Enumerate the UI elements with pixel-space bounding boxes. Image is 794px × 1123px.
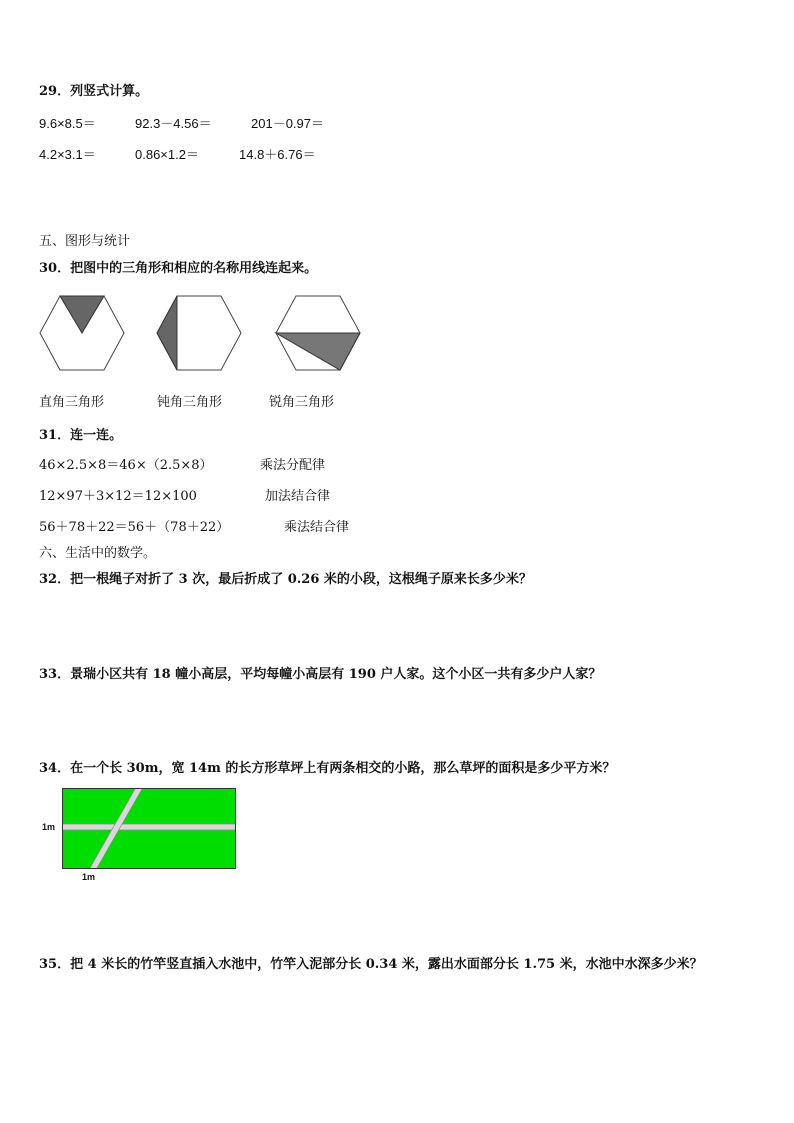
horizontal-path	[63, 824, 235, 830]
q35-text: 35．把 4 米长的竹竿竖直插入水池中，竹竿入泥部分长 0.34 米，露出水面部分长 1.75 米，水池中水深多少米？	[39, 957, 703, 972]
hexagon-figure-3	[275, 295, 361, 371]
lawn-figure	[62, 788, 237, 870]
q34-text: 34．在一个长 30m，宽 14m 的长方形草坪上有两条相交的小路，那么草坪的面积是多少平方米？	[39, 761, 616, 776]
q29-expr-2: 92.3－4.56＝	[135, 116, 212, 131]
q33-text: 33．景瑞小区共有 18 幢小高层，平均每幢小高层有 190 户人家。这个小区一共有多少户人家？	[39, 667, 602, 682]
q29-expr-1: 9.6×8.5＝	[39, 116, 96, 131]
q32-text: 32．把一根绳子对折了 3 次，最后折成了 0.26 米的小段，这根绳子原来长多少米？	[39, 572, 532, 587]
section-6-heading: 六、生活中的数学。	[39, 546, 157, 561]
obtuse-triangle-shaded	[157, 296, 177, 370]
q29-expr-4: 4.2×3.1＝	[39, 147, 96, 162]
q29-title: 29．列竖式计算。	[39, 84, 149, 99]
q29-expr-6: 14.8＋6.76＝	[239, 147, 316, 162]
q31-left-item-3: 56＋78＋22＝56＋（78＋22）	[39, 520, 230, 535]
q31-right-item-1: 乘法分配律	[260, 458, 326, 473]
section-5-heading: 五、图形与统计	[39, 234, 131, 249]
q30-label-right-triangle: 直角三角形	[39, 395, 105, 410]
hexagon-figure-2	[156, 295, 242, 371]
q29-expr-3: 201－0.97＝	[251, 116, 324, 131]
q31-left-item-2: 12×97＋3×12＝12×100	[39, 489, 197, 504]
q31-left-item-1: 46×2.5×8＝46×（2.5×8）	[39, 458, 213, 473]
hexagon-figure-1	[39, 295, 125, 371]
lawn-path-width-label-bottom: 1m	[82, 872, 96, 882]
q29-expr-5: 0.86×1.2＝	[135, 147, 199, 162]
q30-label-obtuse-triangle: 钝角三角形	[157, 395, 223, 410]
q31-right-item-3: 乘法结合律	[284, 520, 350, 535]
q30-label-acute-triangle: 锐角三角形	[269, 395, 335, 410]
lawn-path-width-label-left: 1m	[42, 822, 56, 832]
q30-title: 30．把图中的三角形和相应的名称用线连起来。	[39, 261, 318, 276]
q31-right-item-2: 加法结合律	[265, 489, 331, 504]
q31-title: 31．连一连。	[39, 428, 123, 443]
